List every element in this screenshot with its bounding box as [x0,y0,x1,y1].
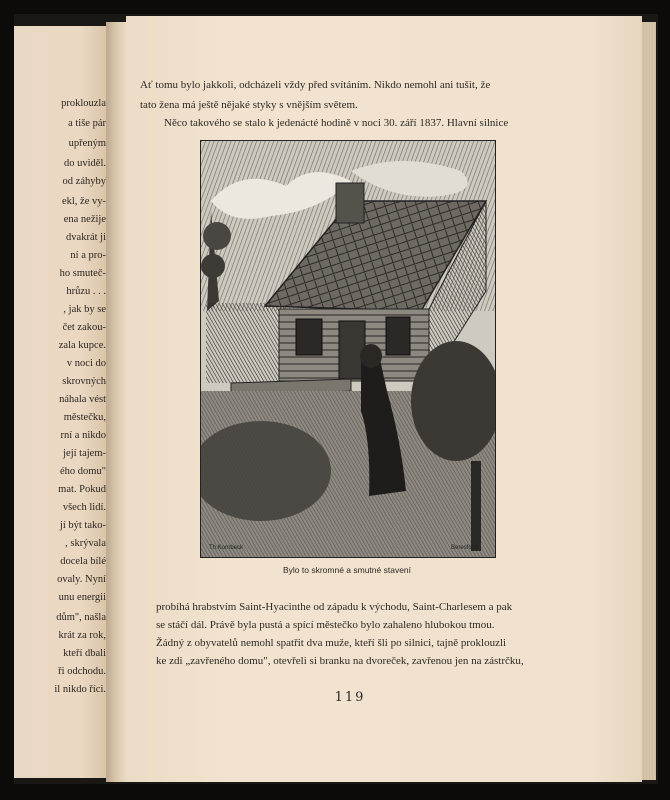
left-page-line: všech lidí. [62,502,106,513]
window [386,317,410,355]
left-page-line: dvakrát ji [66,232,106,243]
left-page-line: rní a nikdo [60,430,106,441]
left-page-line: upřeným [68,138,106,149]
left-page-line: v noci do [66,358,106,369]
window [296,319,322,355]
left-page-line: skrovných [62,376,106,387]
left-page-line: ho smuteč- [59,268,106,279]
left-page-line: do uviděl. [64,158,106,169]
illustration-caption: Bylo to skromné a smutné stavení [282,565,412,575]
left-page-line: ní a pro- [70,250,106,261]
body-text-line: Žádný z obyvatelů nemohl spatřit dva muže, kteří šli po silnici, tajně proklouzli [156,637,507,649]
left-page-line: a tiše pár [68,118,106,129]
book-gutter [106,22,128,782]
artist-signature: Beresford [451,545,478,551]
body-text-line: Něco takového se stalo k jedenácté hodině v noci 30. září 1837. Hlavní silnice [164,117,509,129]
left-page-line: il nikdo říci. [54,684,106,695]
left-page-line: ovaly. Nyní [57,574,106,585]
left-page-line: hrůzu . . . [66,286,106,297]
left-page-line: , skrývala [65,538,106,549]
chimney [336,183,364,223]
left-page-line: ekl, že vy- [61,196,106,207]
body-text-line: se stáčí dál. Právě byla pustá a spící městečko bylo zahaleno hlubokou tmou. [156,619,495,631]
cottage-engraving [201,141,495,557]
left-page-line: zala kupce. [58,340,106,351]
left-page-line: ři odchodu. [58,666,106,677]
left-page-line: ého domu" [60,466,106,477]
page-number: 119 [334,690,366,705]
left-page-line: mat. Pokud [58,484,106,495]
left-page-line: docela bílé [60,556,106,567]
left-page-line: dům", našla [56,612,106,623]
left-page-line: krát za rok, [58,630,106,641]
body-text-line: probíhá hrabstvím Saint-Hyacinthe od západu k východu, Saint-Charlesem a pak [156,601,513,613]
left-page-line: od záhyby [62,176,106,187]
left-page-line: městečku, [63,412,106,423]
left-page-line: její tajem- [63,448,106,459]
left-page-line: unu energii [58,592,106,603]
engraving-illustration [200,140,496,558]
left-page-line: proklouzla [61,98,106,109]
left-page-line: náhala vést [59,394,106,405]
page-edges [642,22,656,780]
body-text-line: Ať tomu bylo jakkoli, odcházeli vždy před svítáním. Nikdo nemohl ani tušit, že [140,79,491,91]
left-page-line: kteří dbali [63,648,106,659]
left-page [14,26,110,778]
engraver-signature: Th.Kornbeck [209,545,244,551]
left-page-line: čet zakou- [62,322,106,333]
left-page-line: ena nežije [63,214,106,225]
body-text-line: ke zdi „zavřeného domu", otevřeli si branku na dvoreček, zavřenou jen na zástrčku, [156,655,524,667]
left-page-line: , jak by se [63,304,106,315]
left-page-line: jí být tako- [59,520,106,531]
body-text-line: tato žena má ještě nějaké styky s vnějším světem. [140,99,358,111]
wooden-fence [206,303,286,383]
